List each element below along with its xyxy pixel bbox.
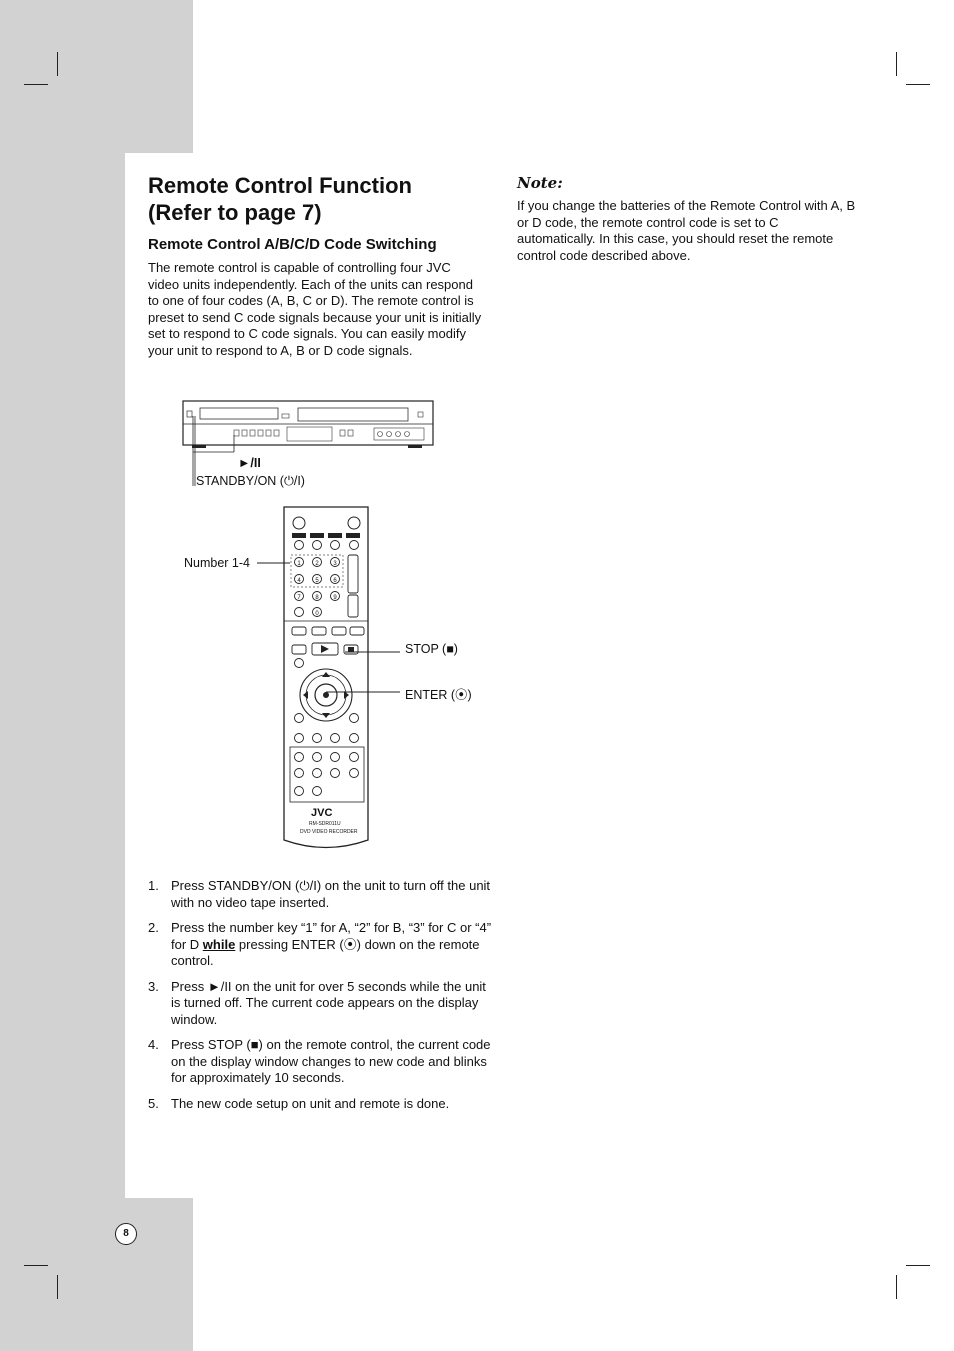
steps-list (148, 878, 496, 1121)
remote-model: RM-SDR011U (309, 821, 341, 827)
svg-text:9: 9 (333, 595, 337, 601)
remote-brand: JVC (311, 807, 333, 819)
standby-label: STANDBY/ON (⏻/I) (196, 474, 305, 488)
svg-text:8: 8 (315, 595, 319, 601)
section-heading: Remote Control A/B/C/D Code Switching (148, 236, 437, 253)
enter-label: ENTER (⦿) (405, 688, 472, 702)
svg-text:2: 2 (315, 561, 319, 567)
page-title: Remote Control Function (Refer to page 7) (148, 173, 412, 225)
svg-text:3: 3 (333, 561, 337, 567)
emphasis: while (202, 936, 236, 952)
play-pause-label: ►/II (238, 456, 261, 470)
note-title: Note: (517, 174, 563, 192)
remote-caption: DVD VIDEO RECORDER (300, 829, 358, 835)
list-item: 2. Press the number key “1” for A, “2” for B, “3” for C or “4” for D while pressing ENTER (⦿) down on the remote control. (148, 920, 492, 968)
list-item: 5. The new code setup on unit and remote is done. (148, 1095, 450, 1111)
list-item: 4. Press STOP (■) on the remote control, the current code on the display window changes to new code and blinks for approximately 10 seconds. (148, 1037, 491, 1085)
svg-text:6: 6 (333, 578, 337, 584)
number-keys-label: Number 1-4 (184, 556, 250, 570)
intro-paragraph: The remote control is capable of controlling four JVC video units independently. Each of the units can respond to one of four codes (A, B, C or D). The remote control is preset to send C code signals because your unit is initially set to respond to C code signals. You can easily modify your unit to respond to A, B or D code signals. (148, 260, 482, 358)
svg-text:7: 7 (297, 595, 301, 601)
page-number: 8 (115, 1223, 137, 1245)
svg-text:1: 1 (297, 561, 301, 567)
svg-text:4: 4 (297, 578, 301, 584)
stop-label: STOP (■) (405, 642, 458, 656)
list-item: 3. Press ►/II on the unit for over 5 seconds while the unit is turned off. The current code appears on the display window. (148, 978, 486, 1027)
svg-text:0: 0 (315, 611, 319, 617)
svg-text:5: 5 (315, 578, 319, 584)
list-item: 1. Press STANDBY/ON (⏻/I) on the unit to turn off the unit with no video tape inserted. (148, 878, 491, 910)
note-text: If you change the batteries of the Remote Control with A, B or D code, the remote control code is set to C automatically. In this case, you should reset the remote control code described above. (517, 198, 856, 263)
